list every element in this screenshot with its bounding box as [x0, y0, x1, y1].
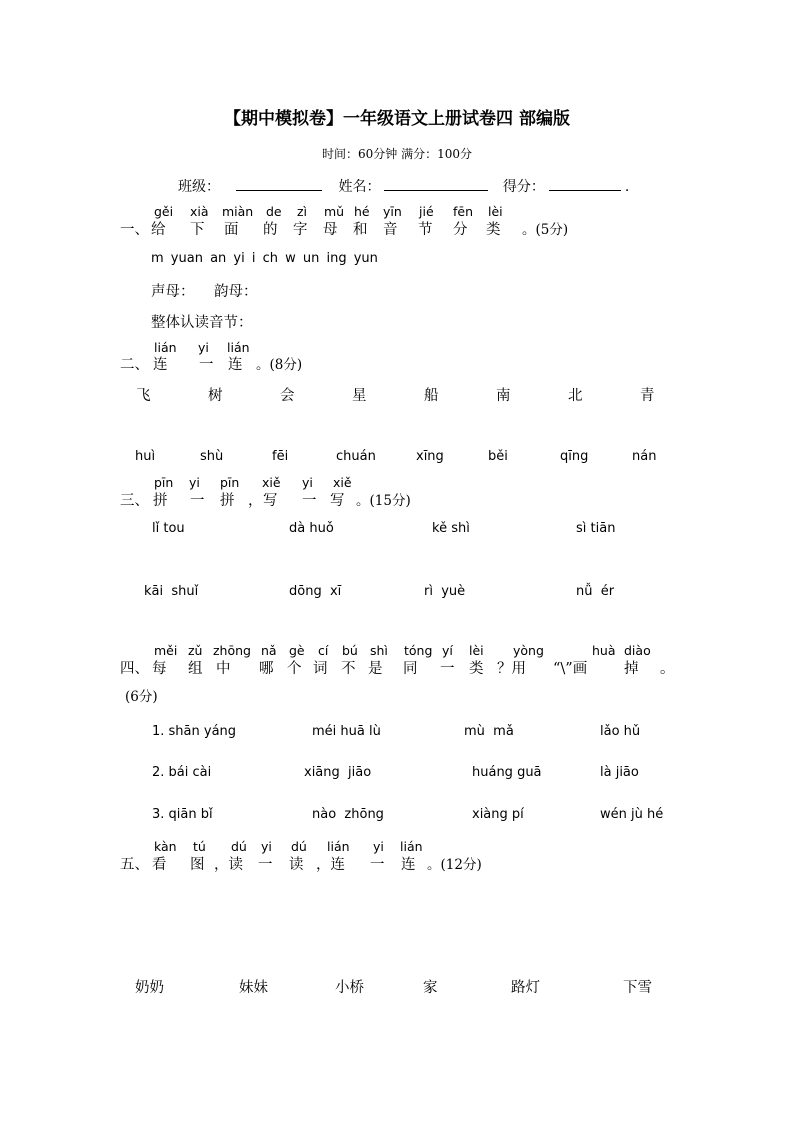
- word-option[interactable]: wén jù hé: [600, 807, 664, 822]
- hanzi: 连: [228, 357, 243, 373]
- word-option[interactable]: mù mǎ: [464, 724, 514, 739]
- picture-word[interactable]: 下雪: [623, 980, 652, 996]
- match-pinyin[interactable]: chuán: [336, 449, 376, 464]
- pinyin-word: dà huǒ: [289, 521, 334, 536]
- word-group-2: [0, 765, 794, 783]
- hanzi: ，连: [316, 857, 345, 873]
- pinyin: yīn: [383, 204, 402, 219]
- pinyin: tóng: [404, 643, 433, 658]
- hanzi: 类: [486, 222, 501, 238]
- hanzi: 不: [341, 661, 356, 677]
- section-5-heading: [0, 853, 794, 873]
- pinyin: jié: [419, 204, 434, 219]
- hanzi: 母: [323, 222, 338, 238]
- picture-word[interactable]: 奶奶: [135, 980, 164, 996]
- word-option[interactable]: xiàng pí: [472, 807, 524, 822]
- pinyin: lián: [227, 340, 250, 355]
- hanzi: 读: [289, 857, 304, 873]
- pinyin: lián: [327, 839, 350, 854]
- pinyin: nǎ: [261, 643, 277, 658]
- shengmu-label: 声母：: [151, 284, 195, 300]
- name-blank[interactable]: [384, 176, 488, 191]
- word-group-3: [0, 807, 794, 825]
- pinyin: yi: [302, 475, 313, 490]
- hanzi: 一: [440, 661, 455, 677]
- pinyin: xiě: [333, 475, 352, 490]
- hanzi: 掉: [624, 661, 639, 677]
- pinyin: lèi: [469, 643, 484, 658]
- class-blank[interactable]: [236, 176, 322, 191]
- hanzi: 一: [199, 357, 214, 373]
- pinyin: kàn: [154, 839, 177, 854]
- pinyin: hé: [354, 204, 370, 219]
- section-4-heading: [0, 657, 794, 677]
- hanzi: 拼: [220, 493, 235, 509]
- pinyin: diào: [624, 643, 651, 658]
- hanzi: 同: [403, 661, 418, 677]
- hanzi: 和: [353, 222, 368, 238]
- pinyin: yi: [373, 839, 384, 854]
- hanzi: ，读: [214, 857, 243, 873]
- match-pinyin[interactable]: běi: [488, 449, 508, 464]
- score-blank[interactable]: [549, 176, 621, 191]
- pinyin: dú: [291, 839, 307, 854]
- match-hanzi[interactable]: 南: [496, 388, 511, 404]
- hanzi: 个: [287, 661, 302, 677]
- hanzi: 哪: [259, 661, 274, 677]
- match-hanzi[interactable]: 树: [208, 388, 223, 404]
- name-label: 姓名：: [338, 179, 381, 195]
- section-number: 五、: [120, 857, 149, 873]
- section-points: (6分): [125, 689, 158, 705]
- pinyin: lèi: [488, 204, 503, 219]
- word-option[interactable]: nào zhōng: [312, 807, 384, 822]
- pinyin: huà: [592, 643, 616, 658]
- section-1-heading: [0, 218, 794, 238]
- picture-word[interactable]: 妹妹: [239, 980, 268, 996]
- word-group-1: [0, 724, 794, 742]
- match-hanzi[interactable]: 青: [640, 388, 655, 404]
- pinyin: gè: [289, 643, 305, 658]
- class-label: 班级：: [178, 179, 220, 195]
- hanzi: 中: [216, 661, 231, 677]
- pinyin: zǔ: [188, 643, 203, 658]
- word-option[interactable]: xiāng jiāo: [304, 765, 372, 780]
- pinyin: tú: [193, 839, 206, 854]
- hanzi: 看: [152, 857, 167, 873]
- hanzi: 每: [152, 661, 167, 677]
- pinyin-words-row-2: [0, 584, 794, 602]
- yunmu-label: 韵母：: [214, 284, 258, 300]
- zhengti-label: 整体认读音节：: [151, 315, 253, 331]
- section-2-heading: [0, 353, 794, 373]
- match-pinyin[interactable]: fēi: [272, 449, 289, 464]
- pinyin: yí: [442, 643, 453, 658]
- pinyin-word: rì yuè: [424, 584, 466, 599]
- pinyin: xià: [190, 204, 209, 219]
- pinyin: dú: [231, 839, 247, 854]
- pinyin: shì: [370, 643, 388, 658]
- section-1-items: m yuan an yi i ch w un ing yun: [151, 251, 378, 266]
- score-label: 得分：: [502, 179, 545, 195]
- section-number: 三、: [120, 493, 149, 509]
- word-option[interactable]: méi huā lù: [312, 724, 381, 739]
- exam-time-score: 时间：60分钟 满分：100分: [322, 147, 472, 161]
- word-option[interactable]: huáng guā: [472, 765, 542, 780]
- pinyin-word: kě shì: [432, 521, 470, 536]
- section-number: 四、: [120, 661, 149, 677]
- word-option[interactable]: lǎo hǔ: [600, 724, 641, 739]
- hanzi: “\”画: [553, 661, 588, 677]
- section-points: 。(8分): [256, 357, 303, 373]
- match-pinyin[interactable]: shù: [200, 449, 224, 464]
- match-hanzi[interactable]: 船: [424, 388, 439, 404]
- hanzi: ，: [248, 493, 263, 509]
- hanzi: 词: [313, 661, 328, 677]
- word-option[interactable]: 2. bái cài: [152, 765, 212, 780]
- pinyin: cí: [318, 643, 329, 658]
- match-hanzi[interactable]: 飞: [136, 388, 151, 404]
- pinyin: lián: [400, 839, 423, 854]
- hanzi: 面: [224, 222, 239, 238]
- pinyin: pīn: [220, 475, 240, 490]
- hanzi: 给: [151, 222, 166, 238]
- word-option[interactable]: 1. shān yáng: [152, 724, 237, 739]
- hanzi: 一: [258, 857, 273, 873]
- pinyin: yòng: [513, 643, 544, 658]
- page-title: 【期中模拟卷】一年级语文上册试卷四 部编版: [224, 109, 570, 129]
- match-hanzi[interactable]: 星: [352, 388, 367, 404]
- pinyin: fēn: [453, 204, 474, 219]
- student-info-line: [178, 176, 629, 196]
- picture-words-row: [0, 976, 794, 996]
- pinyin: mǔ: [324, 204, 345, 219]
- section-3-heading: [0, 489, 794, 509]
- section-number: 一、: [120, 222, 149, 238]
- hanzi: 写: [330, 493, 345, 509]
- hanzi: 一: [190, 493, 205, 509]
- match-pinyin[interactable]: xīng: [416, 449, 444, 464]
- pinyin: gěi: [154, 204, 174, 219]
- pinyin: lián: [154, 340, 177, 355]
- hanzi: 。: [660, 661, 675, 677]
- hanzi: 写: [263, 493, 278, 509]
- hanzi: 音: [383, 222, 398, 238]
- section-points: 。(12分): [427, 857, 482, 873]
- picture-word[interactable]: 小桥: [335, 980, 364, 996]
- hanzi: 拼: [153, 493, 168, 509]
- pinyin: yi: [198, 340, 209, 355]
- match-hanzi[interactable]: 北: [568, 388, 583, 404]
- match-pinyin[interactable]: huì: [135, 449, 156, 464]
- section-points: 。(15分): [356, 493, 411, 509]
- word-option[interactable]: 3. qiān bǐ: [152, 807, 213, 822]
- pinyin-row: [0, 449, 794, 467]
- hanzi-row: [0, 384, 794, 404]
- pinyin: yi: [189, 475, 200, 490]
- hanzi: 是: [368, 661, 383, 677]
- hanzi: 图: [190, 857, 205, 873]
- pinyin: zì: [297, 204, 308, 219]
- hanzi: 下: [190, 222, 205, 238]
- hanzi: 分: [453, 222, 468, 238]
- word-option[interactable]: là jiāo: [600, 765, 639, 780]
- hanzi: 组: [188, 661, 203, 677]
- pinyin: měi: [154, 643, 178, 658]
- section-number: 二、: [120, 357, 149, 373]
- pinyin-word: lǐ tou: [152, 521, 185, 536]
- pinyin: miàn: [222, 204, 254, 219]
- hanzi: 连: [401, 857, 416, 873]
- hanzi: ？用: [497, 661, 526, 677]
- hanzi: 一: [302, 493, 317, 509]
- hanzi: 连: [153, 357, 168, 373]
- hanzi: 的: [263, 222, 278, 238]
- pinyin-word: dōng xī: [289, 584, 342, 599]
- pinyin: bú: [342, 643, 358, 658]
- hanzi: 节: [418, 222, 433, 238]
- pinyin-word: kāi shuǐ: [144, 584, 199, 599]
- section-points: 。(5分): [522, 222, 569, 238]
- pinyin: zhōng: [213, 643, 251, 658]
- pinyin-words-row-1: [0, 521, 794, 539]
- hanzi: 类: [469, 661, 484, 677]
- pinyin: yi: [261, 839, 272, 854]
- pinyin: de: [266, 204, 282, 219]
- end-dot: .: [624, 179, 630, 195]
- hanzi: 一: [370, 857, 385, 873]
- pinyin: xiě: [262, 475, 281, 490]
- pinyin-word: nǚ ér: [576, 584, 615, 599]
- pinyin: pīn: [154, 475, 174, 490]
- hanzi: 字: [293, 222, 308, 238]
- match-pinyin[interactable]: qīng: [560, 449, 589, 464]
- picture-word[interactable]: 家: [423, 980, 438, 996]
- pinyin-word: sì tiān: [576, 521, 616, 536]
- match-pinyin[interactable]: nán: [632, 449, 657, 464]
- picture-word[interactable]: 路灯: [511, 980, 540, 996]
- match-hanzi[interactable]: 会: [280, 388, 295, 404]
